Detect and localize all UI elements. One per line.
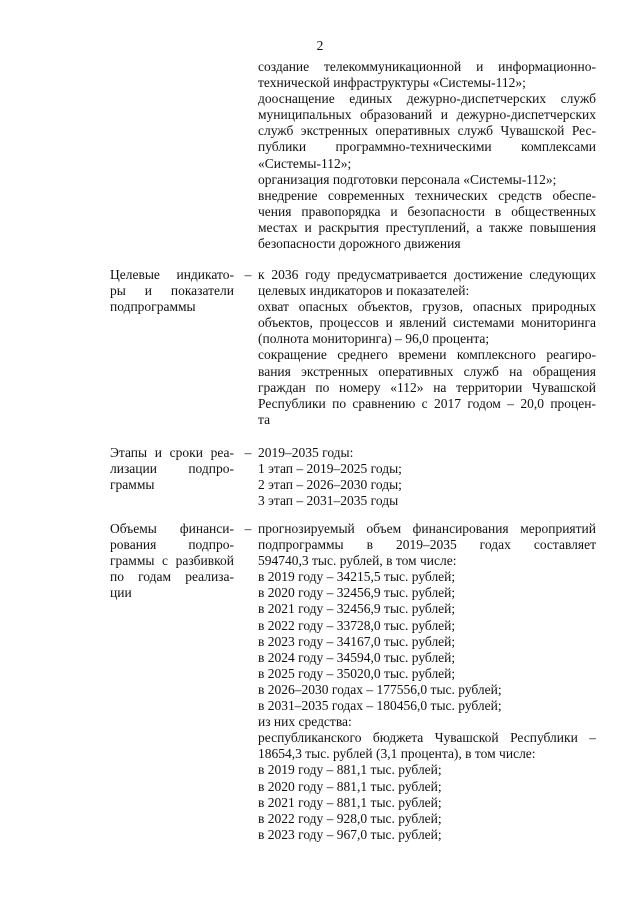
text-line: чения правопорядка и безопасности в общественных — [258, 203, 596, 219]
content-line: из них средства: — [258, 714, 352, 730]
section-content — [258, 521, 596, 843]
content-line: подпрограммы в 2019–2035 годах составляет — [258, 537, 596, 553]
label-line: Объемы финанси- — [110, 521, 234, 536]
section-dash: – — [244, 267, 252, 282]
content-line: к 2036 году предусматривается достижение следующих — [258, 267, 596, 282]
content-line: 18654,3 тыс. рублей (3,1 процента), в том числе: — [258, 746, 536, 762]
content-line: 1 этап – 2019–2025 годы; — [258, 461, 402, 477]
content-line: (полнота мониторинга) – 96,0 процента; — [258, 331, 490, 347]
text-line: организация подготовки персонала «Системы-112»; — [258, 171, 557, 187]
content-line: в 2026–2030 годах – 177556,0 тыс. рублей; — [258, 681, 502, 697]
content-line: в 2019 году – 881,1 тыс. рублей; — [258, 762, 442, 778]
content-line: в 2019 году – 34215,5 тыс. рублей; — [258, 569, 456, 585]
content-line: целевых индикаторов и показателей: — [258, 283, 470, 299]
label-line: ры и показатели — [110, 283, 234, 299]
section-label — [110, 445, 234, 493]
content-line: в 2021 году – 881,1 тыс. рублей; — [258, 794, 442, 810]
text-line: безопасности дорожного движения — [258, 236, 461, 252]
text-line: публики программно-техническими комплексами — [258, 139, 596, 155]
section-label — [110, 267, 234, 315]
content-line: в 2024 году – 34594,0 тыс. рублей; — [258, 649, 456, 665]
label-line: Этапы и сроки реа- — [110, 445, 234, 460]
text-line: дооснащение единых дежурно-диспетчерских служб — [258, 91, 596, 107]
content-line: в 2020 году – 881,1 тыс. рублей; — [258, 778, 442, 794]
content-line: та — [258, 411, 271, 427]
text-line: служб экстренных оперативных служб Чувашской Рес- — [258, 123, 596, 139]
text-line: муниципальных образований и дежурно-диспетчерских — [258, 107, 596, 123]
label-line: Целевые индикато- — [110, 267, 234, 282]
content-line: объектов, процессов и явлений системами мониторинга — [258, 315, 596, 331]
section-label — [110, 521, 234, 601]
text-line: местах и раскрытия преступлений, а также повышения — [258, 219, 596, 235]
label-line: рования подпро- — [110, 537, 234, 553]
content-line: в 2023 году – 34167,0 тыс. рублей; — [258, 633, 456, 649]
label-line: подпрограммы — [110, 299, 196, 315]
text-line: технической инфраструктуры «Системы-112»; — [258, 75, 526, 91]
content-line: 2 этап – 2026–2030 годы; — [258, 477, 402, 493]
intro-text-block — [258, 59, 596, 252]
text-line: создание телекоммуникационной и информационно- — [258, 59, 596, 74]
content-line: в 2021 году – 32456,9 тыс. рублей; — [258, 601, 456, 617]
content-line: охват опасных объектов, грузов, опасных природных — [258, 299, 596, 315]
content-line: 594740,3 тыс. рублей, в том числе: — [258, 553, 457, 569]
content-line: республиканского бюджета Чувашской Республики – — [258, 730, 596, 746]
section-dash: – — [244, 445, 252, 460]
content-line: 2019–2035 годы: — [258, 445, 354, 460]
content-line: в 2022 году – 33728,0 тыс. рублей; — [258, 617, 456, 633]
content-line: сокращение среднего времени комплексного реагиро- — [258, 347, 596, 363]
content-line: 3 этап – 2031–2035 годы — [258, 493, 399, 509]
content-line: вания экстренных оперативных служб на обращения — [258, 363, 596, 379]
content-line: граждан по номеру «112» на территории Чувашской — [258, 379, 596, 395]
label-line: по годам реализа- — [110, 569, 234, 585]
section-content — [258, 445, 596, 509]
text-line: «Системы-112»; — [258, 155, 352, 171]
content-line: в 2023 году – 967,0 тыс. рублей; — [258, 826, 442, 842]
label-line: лизации подпро- — [110, 461, 234, 477]
content-line: в 2031–2035 годах – 180456,0 тыс. рублей; — [258, 698, 502, 714]
page-number: 2 — [316, 38, 324, 53]
label-line: граммы — [110, 477, 155, 493]
section-content — [258, 267, 596, 428]
content-line: в 2025 году – 35020,0 тыс. рублей; — [258, 665, 456, 681]
text-line: внедрение современных технических средств обеспе- — [258, 187, 596, 203]
content-line: в 2022 году – 928,0 тыс. рублей; — [258, 810, 442, 826]
content-line: Республики по сравнению с 2017 годом – 20,0 процен- — [258, 395, 596, 411]
content-line: в 2020 году – 32456,9 тыс. рублей; — [258, 585, 456, 601]
label-line: граммы с разбивкой — [110, 553, 234, 569]
section-dash: – — [244, 521, 252, 536]
label-line: ции — [110, 585, 132, 601]
content-line: прогнозируемый объем финансирования мероприятий — [258, 521, 596, 536]
